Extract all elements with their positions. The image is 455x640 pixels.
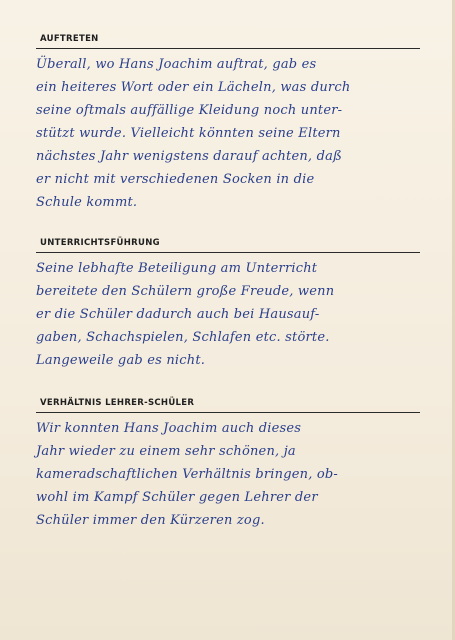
section-body <box>36 417 422 532</box>
section-heading: UNTERRICHTSFÜHRUNG <box>40 238 160 248</box>
handwritten-line: gaben, Schachspielen, Schlafen etc. störte. <box>36 330 330 345</box>
handwritten-line: seine oftmals auffällige Kleidung noch unter- <box>36 103 343 118</box>
section-unterrichtsfuehrung <box>36 238 422 372</box>
handwritten-line: wohl im Kampf Schüler gegen Lehrer der <box>36 490 318 505</box>
handwritten-line: Wir konnten Hans Joachim auch dieses <box>36 421 302 436</box>
section-verhaeltnis-lehrer-schueler <box>36 398 422 532</box>
handwritten-line: bereitete den Schülern große Freude, wenn <box>36 284 335 299</box>
handwritten-line: er nicht mit verschiedenen Socken in die <box>36 172 315 187</box>
handwritten-line: er die Schüler dadurch auch bei Hausauf- <box>36 307 320 322</box>
handwritten-line: Schule kommt. <box>36 195 138 210</box>
handwritten-line: Überall, wo Hans Joachim auftrat, gab es <box>36 57 317 72</box>
section-heading: VERHÄLTNIS LEHRER-SCHÜLER <box>40 398 195 408</box>
handwritten-line: stützt wurde. Vielleicht könnten seine Eltern <box>36 126 341 141</box>
section-auftreten <box>36 34 422 214</box>
handwritten-line: kameradschaftlichen Verhältnis bringen, ob- <box>36 467 339 482</box>
section-divider <box>36 252 420 253</box>
section-heading: AUFTRETEN <box>40 34 99 44</box>
section-body <box>36 53 422 214</box>
handwritten-line: ein heiteres Wort oder ein Lächeln, was durch <box>36 80 351 95</box>
section-divider <box>36 48 420 49</box>
section-body <box>36 257 422 372</box>
handwritten-line: Langeweile gab es nicht. <box>36 353 206 368</box>
handwritten-line: Seine lebhafte Beteiligung am Unterricht <box>36 261 318 276</box>
handwritten-line: Schüler immer den Kürzeren zog. <box>36 513 265 528</box>
section-divider <box>36 412 420 413</box>
handwritten-line: nächstes Jahr wenigstens darauf achten, daß <box>36 149 342 164</box>
handwritten-line: Jahr wieder zu einem sehr schönen, ja <box>36 444 296 459</box>
